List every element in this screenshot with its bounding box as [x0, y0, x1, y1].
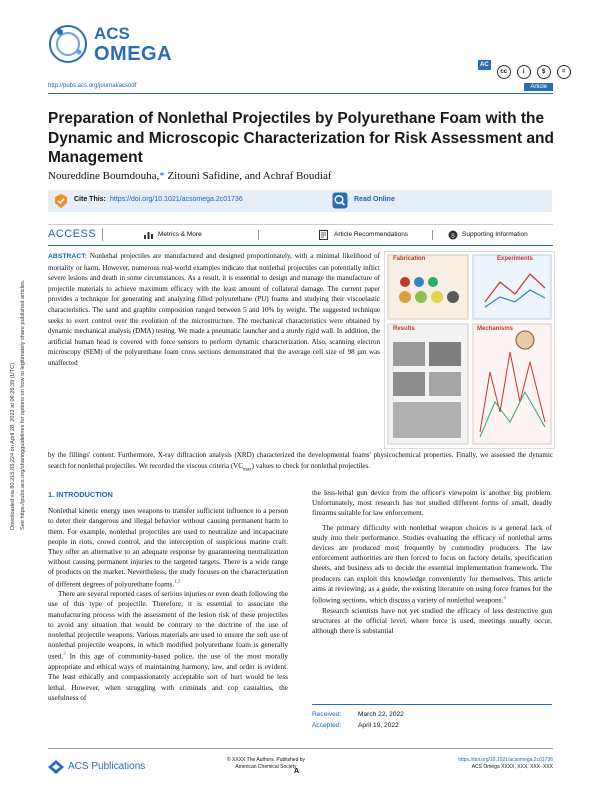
- footer: [48, 754, 553, 784]
- intro-p2b-text: In this age of community-based police, the use of the most morally appropriate and ethical ways of maintaining harmony, law, and order is evident. The least ethically and compassionately acceptable sort of hurt would be less lethal. However, when struggling with criminals and cop casualties, the usefulness of: [48, 651, 288, 702]
- download-notice-line2: See https://pubs.acs.org/sharingguidelines for options on how to legitimately share published articles.: [20, 279, 26, 530]
- footer-citation: [458, 757, 553, 771]
- acs-authorchoice-icon: AC: [480, 62, 489, 68]
- received-label: Received:: [312, 711, 342, 718]
- toc-label-fabrication: Fabrication: [393, 256, 426, 262]
- journal-logo: [48, 22, 173, 68]
- right-column: [312, 488, 552, 636]
- toc-label-mechanisms: Mechanisms: [477, 326, 514, 332]
- recommendations-link[interactable]: Article Recommendations: [334, 231, 409, 238]
- download-notice-line1: Downloaded via 80.215.83.224 on April 28, 2022 at 06:26:39 (UTC).: [10, 361, 16, 530]
- metrics-link[interactable]: Metrics & More: [158, 231, 202, 238]
- access-divider-3: [432, 230, 433, 240]
- corresponding-marker[interactable]: *: [159, 170, 165, 182]
- cite-box: [48, 190, 552, 212]
- toc-illustration: [385, 252, 554, 448]
- intro-p1-ref[interactable]: 1,2: [174, 579, 181, 585]
- author-rest: Zitouni Safidine, and Achraf Boudiaf: [164, 170, 332, 182]
- abstract-body-2: by the fillings' content. Furthermore, X-ray diffraction analysis (XRD) characterized the developmental foams' physicochemical properties. Finally, we assessed the dynamic search for nonlethal projectiles. We recorded the viscous criteria (VC: [48, 451, 553, 470]
- access-bar: [48, 224, 553, 246]
- paper-title: Preparation of Nonlethal Projectiles by Polyurethane Foam with the Dynamic and Microscopic Characterization for Risk Assessment and Management: [48, 110, 554, 166]
- acs-publications-logo-icon: [48, 760, 64, 774]
- journal-bar: [48, 83, 553, 94]
- intro-p1-text: Nonlethal kinetic energy uses weapons to transfer sufficient influence to a person to deter their dangerous and illegal behavior without causing permanent harm to them. For example, nonlethal projectiles are used to neutralize and incapacitate people in riots, crowd control, and the interception of suspicious marine craft. They offer an alternative to an adequate response by guaranteeing neutralization without causing permanent injuries to the targeted targets. There is a wide range of products on the market. Nevertheless, the study focuses on the characterization of different degrees of polyurethane foams.: [48, 506, 288, 589]
- intro-p2a-text: There are several reported cases of serious injuries or even death following the use of this type of projectile. Therefore, it is essential to associate the manufacturing process with the assessment of the lesion risk of these projectiles to avoid any situation that would be contrary to the doctrine of the use of nonlethal projectile weapons. Various materials are used to ensure the soft use of nonlethal projectile weapons, in which modified polyurethane foam is generally used.: [48, 589, 288, 661]
- logo-omega: OMEGA: [94, 43, 173, 65]
- read-online-link[interactable]: Read Online: [354, 196, 395, 203]
- abstract-body-3: ) values to check for nonlethal projectiles.: [251, 461, 370, 470]
- received-row: [312, 709, 552, 720]
- supporting-info-icon: [448, 230, 458, 240]
- supporting-info-link[interactable]: Supporting Information: [462, 231, 528, 238]
- accepted-label: Accepted:: [312, 722, 342, 729]
- access-label: ACCESS: [48, 228, 97, 240]
- toc-graphic: [384, 251, 555, 449]
- abstract-label: ABSTRACT:: [48, 253, 87, 260]
- abstract-body-1: Nonlethal projectiles are manufactured and designed proportionately, with a minimal likelihood of mortality or harm. However, numerous real-world examples indicate that nonlethal projectiles can potentially inflict severe lesions and death in some circumstances. As a result, it is essential to design and manage the manufacture of projectile materials to achieve maximum efficacy with the least amount of collateral damage. The current paper provides a technique for generating and analyzing filled polyurethane (PU) foams and studying their viscoelastic characteristics. The sand and graphite composition ranged between 5 and 10% by weight. The suggested technique seeks to exert control over the evolution of the microstructure. The mechanical characteristics were obtained by dynamic mechanical analysis (DMA) testing. We made a pneumatic launcher and a sturdy rigid wall. In addition, the artificial human head is covered with force sensors to perform dynamic characterization. Also, scanning electron microscopy (SEM) of the polyurethane foam cross sections demonstrated that the average cell size of 98 μm was unaffected: [48, 252, 380, 367]
- access-divider: [102, 228, 103, 241]
- intro-p2-ref[interactable]: 3: [63, 652, 66, 658]
- footer-rule: [48, 748, 553, 749]
- noderivatives-icon: =: [557, 65, 571, 79]
- toc-label-experiments: Experiments: [497, 256, 534, 262]
- intro-paragraph-2: [48, 589, 288, 703]
- svg-text:s: s: [451, 232, 455, 240]
- accepted-row: [312, 720, 552, 731]
- access-divider-2: [258, 230, 259, 240]
- article-dates: [312, 704, 552, 731]
- download-notice: [8, 230, 30, 530]
- right-paragraph-2: [312, 523, 552, 606]
- cite-label: Cite This:: [74, 196, 106, 203]
- read-online-icon[interactable]: [332, 192, 348, 209]
- footer-doi-link[interactable]: https://doi.org/10.1021/acsomega.2c01736: [458, 757, 553, 763]
- vc-subscript: max: [242, 467, 252, 472]
- copyright: [176, 757, 356, 771]
- abstract-text-full: [48, 450, 553, 476]
- intro-paragraph-1: [48, 506, 288, 589]
- attribution-icon: i: [517, 65, 531, 79]
- page-number: A: [294, 768, 300, 775]
- copyright-line2: American Chemical Society: [235, 764, 297, 770]
- noncommercial-icon: $: [537, 65, 551, 79]
- abstract-text: [48, 251, 380, 369]
- license-icons: [478, 60, 571, 74]
- logo-acs: ACS: [94, 24, 130, 43]
- cite-icon: [54, 193, 68, 209]
- metrics-icon: [144, 231, 153, 239]
- accepted-date: April 19, 2022: [358, 722, 399, 729]
- right-p2-ref[interactable]: 4: [503, 596, 506, 602]
- author-list: [48, 170, 332, 182]
- received-date: March 22, 2022: [358, 711, 404, 718]
- right-paragraph-1: the less-lethal gun device from the officer's viewpoint is another big problem. Unfortunately, most research has not studied different forms of small, deadly firearms suitable for law enforcement.: [312, 488, 552, 518]
- footer-journal-line: ACS Omega XXXX, XXX, XXX−XXX: [471, 764, 553, 770]
- right-paragraph-3: Research scientists have not yet studied the efficacy of less destructive gun structures at the official level, where force is used, meetings usually occur, although there is substantial: [312, 605, 552, 636]
- journal-url[interactable]: http://pubs.acs.org/journal/acsodf: [48, 83, 137, 89]
- section-heading-introduction: 1. INTRODUCTION: [48, 490, 113, 499]
- cite-doi-link[interactable]: https://doi.org/10.1021/acsomega.2c01736: [110, 196, 243, 203]
- toc-label-results: Results: [393, 326, 415, 332]
- right-p2-text: The primary difficulty with nonlethal weapon choices is a general lack of study into their performance. Studies evaluating the efficacy of nonlethal arms devices are produced most frequently by commodity producers. The law enforcement authorities are then forced to focus on factory details, specification sheets, and business ads to decide the essential implementation framework. The producers can exploit this knowledge conveniently for themselves. This article aims at reviewing, as a guide, the existing literature on using force frames for the following sections, which discuss a variety of nonlethal weapons.: [312, 522, 552, 605]
- omega-logo-icon: [48, 24, 88, 64]
- left-column: [48, 490, 288, 703]
- recommendations-icon: [319, 230, 328, 240]
- copyright-line1: © XXXX The Authors. Published by: [226, 757, 306, 763]
- author-first: Noureddine Boumdouha,: [48, 170, 160, 182]
- article-type-badge: Article: [524, 83, 553, 91]
- publisher-name: ACS Publications: [68, 761, 146, 772]
- cc-icon: cc: [497, 65, 511, 79]
